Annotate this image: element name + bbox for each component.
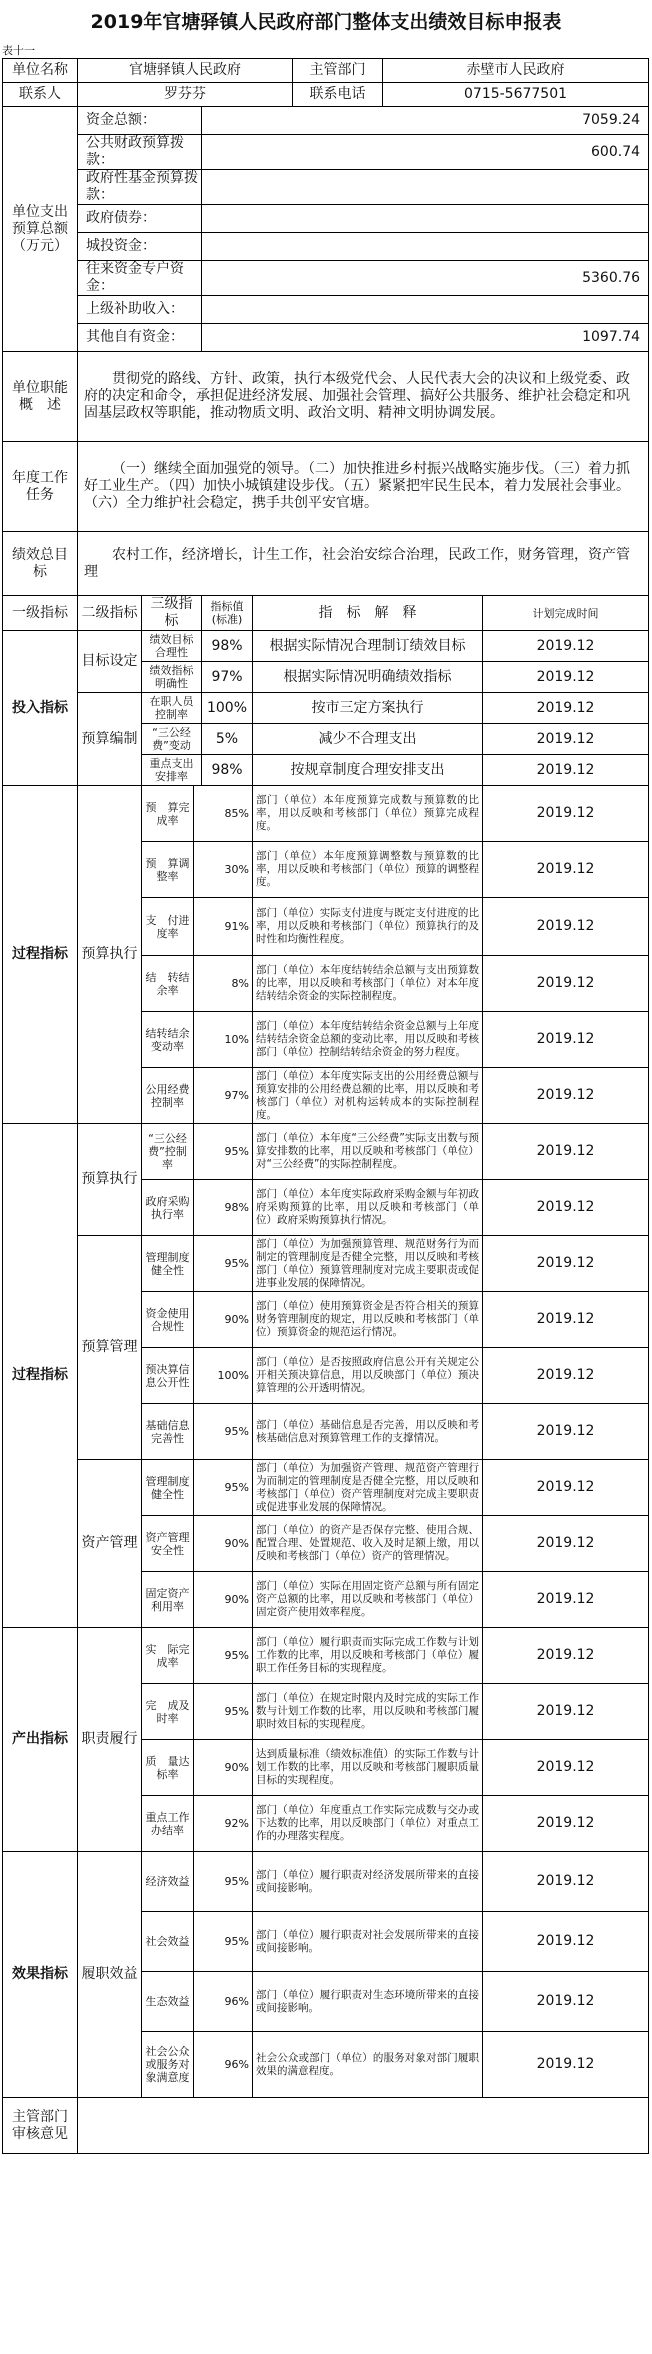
group-input: 投入指标 — [3, 631, 78, 786]
indicator-plan: 2019.12 — [483, 1012, 649, 1068]
budget-item-value: 5360.76 — [202, 261, 649, 296]
indicator-row — [3, 1236, 649, 1292]
indicator-value: 95% — [194, 1124, 253, 1180]
budget-row-7 — [3, 324, 649, 352]
indicator-plan: 2019.12 — [483, 898, 649, 956]
indicator-plan: 2019.12 — [483, 1852, 649, 1912]
budget-row-1 — [3, 135, 649, 170]
indicator-explain: 部门（单位）本年度结转结余资金总额与上年度结转结余资金总额的变动比率，用以反映和考核部门（单位）控制结转结余资金的努力程度。 — [253, 1012, 483, 1068]
unit-name-value: 官塘驿镇人民政府 — [78, 59, 293, 83]
group-process-2: 过程指标 — [3, 1124, 78, 1628]
group-effect: 效果指标 — [3, 1852, 78, 2098]
indicator-row — [3, 693, 649, 724]
indicator-plan: 2019.12 — [483, 693, 649, 724]
indicator-name: 结转结余变动率 — [142, 1012, 194, 1068]
indicator-name: 社会效益 — [142, 1912, 194, 1972]
indicator-name: 预决算信息公开性 — [142, 1348, 194, 1404]
indicator-explain: 部门（单位）本年度结转结余总额与支出预算数的比率，用以反映和考核部门（单位）对本年度结转结余资金的实际控制程度。 — [253, 956, 483, 1012]
indicator-plan: 2019.12 — [483, 1292, 649, 1348]
indicator-value: 95% — [194, 1460, 253, 1516]
indicator-explain: 部门（单位）为加强预算管理、规范财务行为而制定的管理制度是否健全完整，用以反映和考核部门（单位）预算管理制度对完成主要职责或促进事业发展的保障情况。 — [253, 1236, 483, 1292]
indicator-name: 完 成及时率 — [142, 1684, 194, 1740]
budget-row-4 — [3, 233, 649, 261]
indicator-row — [3, 786, 649, 842]
budget-item-label: 其他自有资金： — [78, 324, 202, 352]
subgroup-budget-exec-2: 预算执行 — [78, 1124, 142, 1236]
indicator-name: “三公经费”变动 — [142, 724, 202, 755]
performance-goal-table — [2, 58, 649, 2154]
indicator-name: 资产管理安全性 — [142, 1516, 194, 1572]
indicator-explain: 部门（单位）为加强资产管理、规范资产管理行为而制定的管理制度是否健全完整，用以反映和考核部门（单位）资产管理制度对完成主要职责或促进事业发展的保障情况。 — [253, 1460, 483, 1516]
indicator-explain: 部门（单位）在规定时限内及时完成的实际工作数与计划工作数的比率，用以反映和考核部门履职时效目标的实现程度。 — [253, 1684, 483, 1740]
phone-label: 联系电话 — [293, 83, 383, 107]
indicator-explain: 部门（单位）履行职责对生态环境所带来的直接或间接影响。 — [253, 1972, 483, 2032]
indicator-value: 85% — [194, 786, 253, 842]
page-title: 2019年官塘驿镇人民政府部门整体支出绩效目标申报表 — [90, 11, 562, 33]
indicator-value: 5% — [202, 724, 253, 755]
subgroup-asset-manage: 资产管理 — [78, 1460, 142, 1628]
budget-total-label: 单位支出预算总额（万元） — [3, 107, 78, 352]
indicator-explain: 部门（单位）本年度预算完成数与预算数的比率，用以反映和考核部门（单位）预算完成程度。 — [253, 786, 483, 842]
indicator-value: 100% — [202, 693, 253, 724]
budget-item-value: 600.74 — [202, 135, 649, 170]
indicator-name: 在职人员控制率 — [142, 693, 202, 724]
indicator-value: 92% — [194, 1796, 253, 1852]
indicator-row — [3, 1852, 649, 1912]
indicator-value: 95% — [194, 1404, 253, 1460]
subgroup-budget-manage: 预算管理 — [78, 1236, 142, 1460]
indicator-explain: 社会公众或部门（单位）的服务对象对部门履职效果的满意程度。 — [253, 2032, 483, 2098]
indicator-explain: 根据实际情况合理制订绩效目标 — [253, 631, 483, 662]
indicator-plan: 2019.12 — [483, 631, 649, 662]
header-level1: 一级指标 — [3, 596, 78, 631]
indicator-value: 98% — [194, 1180, 253, 1236]
indicator-value: 90% — [194, 1292, 253, 1348]
indicator-name: 结 转结余率 — [142, 956, 194, 1012]
budget-item-value — [202, 205, 649, 233]
indicator-name: 公用经费控制率 — [142, 1068, 194, 1124]
indicator-name: 预 算调整率 — [142, 842, 194, 898]
budget-item-label: 资金总额： — [78, 107, 202, 135]
info-row-unit — [3, 59, 649, 83]
tasks-label: 年度工作任务 — [3, 442, 78, 532]
budget-item-label: 往来资金专户资金： — [78, 261, 202, 296]
indicator-name: 基础信息完善性 — [142, 1404, 194, 1460]
indicator-plan: 2019.12 — [483, 1124, 649, 1180]
header-level2: 二级指标 — [78, 596, 142, 631]
indicator-name: 重点支出安排率 — [142, 755, 202, 786]
indicator-explain: 部门（单位）履行职责而实际完成工作数与计划工作数的比率，用以反映和考核部门（单位）履职工作任务目标的实现程度。 — [253, 1628, 483, 1684]
indicator-explain: 部门（单位）年度重点工作实际完成数与交办或下达数的比率，用以反映部门（单位）对重点工作的办理落实程度。 — [253, 1796, 483, 1852]
subgroup-target-setting: 目标设定 — [78, 631, 142, 693]
indicator-row — [3, 1628, 649, 1684]
group-process-1: 过程指标 — [3, 786, 78, 1124]
budget-row-6 — [3, 296, 649, 324]
budget-item-label: 政府性基金预算拨款： — [78, 170, 202, 205]
budget-row-3 — [3, 205, 649, 233]
indicator-value: 96% — [194, 1972, 253, 2032]
budget-row-5 — [3, 261, 649, 296]
indicator-explain: 部门（单位）履行职责对经济发展所带来的直接或间接影响。 — [253, 1852, 483, 1912]
indicator-name: 管理制度健全性 — [142, 1460, 194, 1516]
dept-label: 主管部门 — [293, 59, 383, 83]
budget-item-value — [202, 170, 649, 205]
budget-item-value: 7059.24 — [202, 107, 649, 135]
contact-value: 罗芬芬 — [78, 83, 293, 107]
indicator-name: “三公经费”控制率 — [142, 1124, 194, 1180]
indicator-plan: 2019.12 — [483, 1404, 649, 1460]
indicator-explain: 部门（单位）是否按照政府信息公开有关规定公开相关预决算信息，用以反映部门（单位）预决算管理的公开透明情况。 — [253, 1348, 483, 1404]
indicator-explain: 部门（单位）实际在用固定资产总额与所有固定资产总额的比率，用以反映和考核部门（单位）固定资产使用效率程度。 — [253, 1572, 483, 1628]
indicator-explain: 部门（单位）实际支付进度与既定支付进度的比率，用以反映和考核部门（单位）预算执行的及时性和均衡性程度。 — [253, 898, 483, 956]
indicator-plan: 2019.12 — [483, 1796, 649, 1852]
indicator-value: 90% — [194, 1572, 253, 1628]
budget-item-value — [202, 233, 649, 261]
indicator-name: 固定资产利用率 — [142, 1572, 194, 1628]
indicator-name: 政府采购执行率 — [142, 1180, 194, 1236]
indicator-value: 8% — [194, 956, 253, 1012]
indicator-plan: 2019.12 — [483, 956, 649, 1012]
budget-row-0 — [3, 107, 649, 135]
indicator-name: 资金使用合规性 — [142, 1292, 194, 1348]
indicator-name: 管理制度健全性 — [142, 1236, 194, 1292]
indicator-plan: 2019.12 — [483, 1068, 649, 1124]
indicator-plan: 2019.12 — [483, 1348, 649, 1404]
indicator-value: 90% — [194, 1516, 253, 1572]
indicator-value: 97% — [194, 1068, 253, 1124]
indicator-explain: 减少不合理支出 — [253, 724, 483, 755]
indicator-value: 98% — [202, 631, 253, 662]
indicator-name: 重点工作办结率 — [142, 1796, 194, 1852]
indicator-explain: 部门（单位）的资产是否保存完整、使用合规、配置合理、处置规范、收入及时足额上缴，用以反映和考核部门（单位）资产的管理情况。 — [253, 1516, 483, 1572]
review-label: 主管部门审核意见 — [3, 2098, 78, 2154]
indicator-value: 97% — [202, 662, 253, 693]
duty-text: 贯彻党的路线、方针、政策，执行本级党代会、人民代表大会的决议和上级党委、政府的决定和命令，承担促进经济发展、加强社会管理、搞好公共服务、维护社会稳定和巩固基层政权等职能，推动物质文明、政治文明、精神文明协调发展。 — [78, 352, 649, 442]
indicator-value: 95% — [194, 1628, 253, 1684]
budget-item-value: 1097.74 — [202, 324, 649, 352]
indicator-plan: 2019.12 — [483, 1684, 649, 1740]
indicator-value: 30% — [194, 842, 253, 898]
indicator-plan: 2019.12 — [483, 1516, 649, 1572]
indicator-plan: 2019.12 — [483, 1180, 649, 1236]
header-explain: 指 标 解 释 — [253, 596, 483, 631]
goal-text: 农村工作，经济增长，计生工作，社会治安综合治理，民政工作，财务管理，资产管理 — [78, 532, 649, 596]
duty-row — [3, 352, 649, 442]
dept-value: 赤壁市人民政府 — [383, 59, 649, 83]
subgroup-budget-exec-1: 预算执行 — [78, 786, 142, 1124]
indicator-plan: 2019.12 — [483, 786, 649, 842]
indicator-name: 质 量达标率 — [142, 1740, 194, 1796]
table-number: 表十一 — [2, 44, 35, 57]
indicator-name: 绩效指标明确性 — [142, 662, 202, 693]
indicator-name: 生态效益 — [142, 1972, 194, 2032]
indicator-plan: 2019.12 — [483, 2032, 649, 2098]
tasks-row — [3, 442, 649, 532]
indicator-value: 98% — [202, 755, 253, 786]
indicator-explain: 部门（单位）基础信息是否完善，用以反映和考核基础信息对预算管理工作的支撑情况。 — [253, 1404, 483, 1460]
indicator-explain: 部门（单位）使用预算资金是否符合相关的预算财务管理制度的规定，用以反映和考核部门（单位）预算资金的规范运行情况。 — [253, 1292, 483, 1348]
indicator-plan: 2019.12 — [483, 1740, 649, 1796]
indicator-value: 95% — [194, 1684, 253, 1740]
indicator-value: 100% — [194, 1348, 253, 1404]
subgroup-duty-perform: 职责履行 — [78, 1628, 142, 1852]
indicator-plan: 2019.12 — [483, 842, 649, 898]
indicator-plan: 2019.12 — [483, 1572, 649, 1628]
info-row-contact — [3, 83, 649, 107]
header-plan: 计划完成时间 — [483, 596, 649, 631]
header-value: 指标值(标准) — [202, 596, 253, 631]
budget-item-value — [202, 296, 649, 324]
indicator-plan: 2019.12 — [483, 662, 649, 693]
contact-label: 联系人 — [3, 83, 78, 107]
budget-item-label: 政府债券： — [78, 205, 202, 233]
indicator-explain: 按市三定方案执行 — [253, 693, 483, 724]
indicator-name: 实 际完成率 — [142, 1628, 194, 1684]
indicator-value: 96% — [194, 2032, 253, 2098]
indicator-plan: 2019.12 — [483, 724, 649, 755]
indicator-explain: 部门（单位）本年度预算调整数与预算数的比率，用以反映和考核部门（单位）预算的调整程度。 — [253, 842, 483, 898]
indicator-header-row — [3, 596, 649, 631]
goal-label: 绩效总目标 — [3, 532, 78, 596]
indicator-name: 社会公众或服务对象满意度 — [142, 2032, 194, 2098]
indicator-value: 91% — [194, 898, 253, 956]
header-level3: 三级指标 — [142, 596, 202, 631]
budget-item-label: 城投资金： — [78, 233, 202, 261]
indicator-plan: 2019.12 — [483, 1460, 649, 1516]
budget-row-2 — [3, 170, 649, 205]
indicator-explain: 根据实际情况明确绩效指标 — [253, 662, 483, 693]
indicator-value: 95% — [194, 1852, 253, 1912]
indicator-explain: 达到质量标准（绩效标准值）的实际工作数与计划工作数的比率，用以反映和考核部门履职质量目标的实现程度。 — [253, 1740, 483, 1796]
review-content — [78, 2098, 649, 2154]
indicator-plan: 2019.12 — [483, 1628, 649, 1684]
indicator-row — [3, 1124, 649, 1180]
group-output: 产出指标 — [3, 1628, 78, 1852]
subgroup-duty-effect: 履职效益 — [78, 1852, 142, 2098]
indicator-name: 支 付进度率 — [142, 898, 194, 956]
indicator-plan: 2019.12 — [483, 755, 649, 786]
budget-item-label: 公共财政预算拨款： — [78, 135, 202, 170]
duty-label: 单位职能概 述 — [3, 352, 78, 442]
indicator-value: 95% — [194, 1912, 253, 1972]
indicator-row — [3, 1460, 649, 1516]
indicator-plan: 2019.12 — [483, 1912, 649, 1972]
unit-name-label: 单位名称 — [3, 59, 78, 83]
indicator-explain: 部门（单位）履行职责对社会发展所带来的直接或间接影响。 — [253, 1912, 483, 1972]
review-row — [3, 2098, 649, 2154]
indicator-value: 10% — [194, 1012, 253, 1068]
indicator-name: 经济效益 — [142, 1852, 194, 1912]
subgroup-budget-compile: 预算编制 — [78, 693, 142, 786]
indicator-value: 90% — [194, 1740, 253, 1796]
indicator-explain: 按规章制度合理安排支出 — [253, 755, 483, 786]
indicator-value: 95% — [194, 1236, 253, 1292]
indicator-plan: 2019.12 — [483, 1972, 649, 2032]
indicator-plan: 2019.12 — [483, 1236, 649, 1292]
indicator-name: 预 算完成率 — [142, 786, 194, 842]
indicator-explain: 部门（单位）本年度“三公经费”实际支出数与预算安排数的比率，用以反映和考核部门（单位）对“三公经费”的实际控制程度。 — [253, 1124, 483, 1180]
tasks-text: （一）继续全面加强党的领导。（二）加快推进乡村振兴战略实施步伐。（三）着力抓好工业生产。（四）加快小城镇建设步伐。（五）紧紧把牢民生民本，着力发展社会事业。（六）全力维护社会稳定，携手共创平安官塘。 — [78, 442, 649, 532]
indicator-row — [3, 631, 649, 662]
phone-value: 0715-5677501 — [383, 83, 649, 107]
indicator-name: 绩效目标合理性 — [142, 631, 202, 662]
indicator-explain: 部门（单位）本年度实际政府采购金额与年初政府采购预算的比率，用以反映和考核部门（单位）政府采购预算执行情况。 — [253, 1180, 483, 1236]
goal-row — [3, 532, 649, 596]
indicator-explain: 部门（单位）本年度实际支出的公用经费总额与预算安排的公用经费总额的比率，用以反映和考核部门（单位）对机构运转成本的实际控制程度。 — [253, 1068, 483, 1124]
budget-item-label: 上级补助收入： — [78, 296, 202, 324]
